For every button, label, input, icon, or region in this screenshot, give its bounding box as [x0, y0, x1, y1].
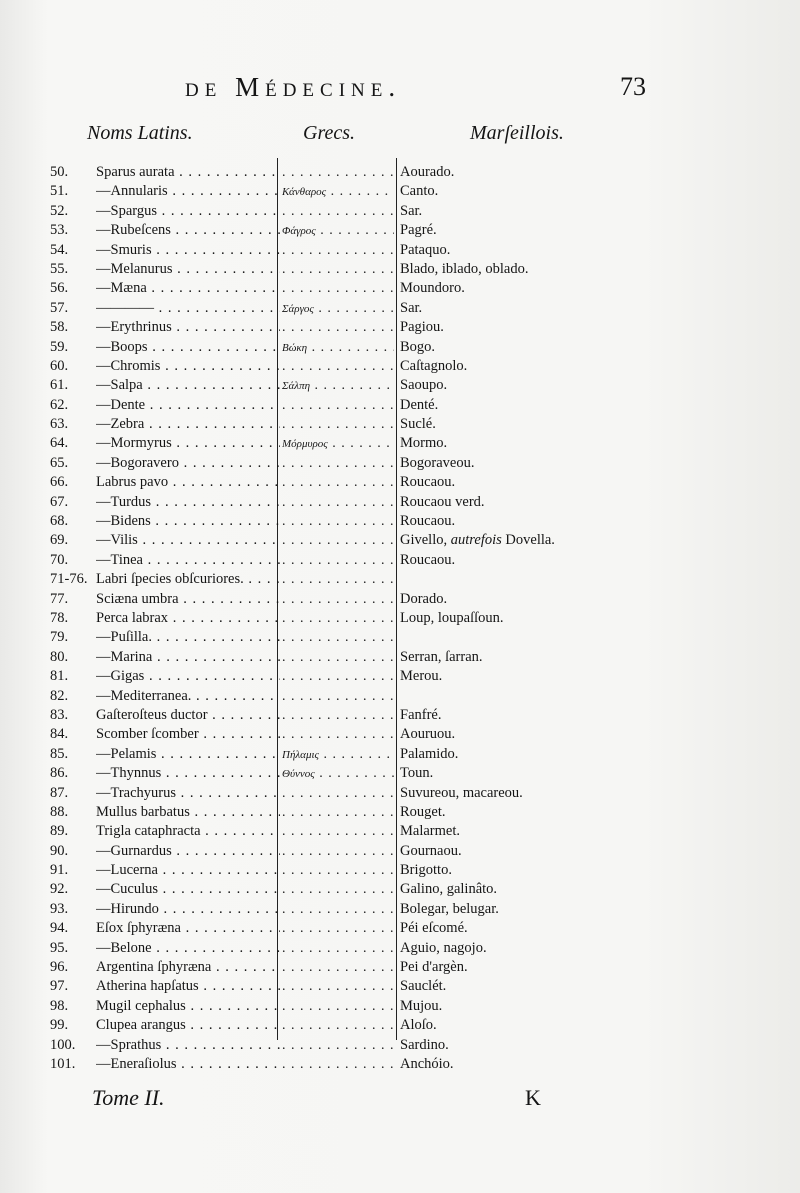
table-row	[50, 842, 610, 861]
latin-name: Argentina ſphyræna . . .	[96, 958, 280, 977]
greek-name	[282, 279, 394, 299]
latin-name: Labrus pavo . . .	[96, 473, 280, 492]
latin-name: Atherina hapſatus . . .	[96, 977, 280, 996]
marseille-name: Bolegar, belugar.	[400, 900, 499, 917]
row-number: 62.	[50, 396, 69, 413]
latin-name: —Pelamis . . .	[96, 745, 280, 764]
greek-name	[282, 570, 394, 590]
volume-label: Tome II.	[92, 1085, 165, 1110]
latin-name: —Bidens . . .	[96, 512, 280, 531]
latin-name: —Smuris . . .	[96, 241, 280, 260]
greek-name	[282, 260, 394, 280]
table-row	[50, 512, 610, 531]
row-number: 84.	[50, 726, 69, 743]
table-row	[50, 531, 610, 550]
row-number: 83.	[50, 706, 69, 723]
row-number: 58.	[50, 319, 69, 336]
greek-name: Σάλπη . . .	[282, 376, 394, 396]
latin-name: Perca labrax . . .	[96, 609, 280, 628]
row-number: 64.	[50, 435, 69, 452]
row-number: 89.	[50, 823, 69, 840]
row-number: 94.	[50, 920, 69, 937]
latin-name: —Trachyurus . . .	[96, 784, 280, 803]
row-number: 91.	[50, 862, 69, 879]
row-number: 50.	[50, 164, 69, 180]
greek-name	[282, 842, 394, 862]
marseille-name: Aourado.	[400, 164, 455, 180]
latin-name: —Tinea . . .	[96, 551, 280, 570]
table-row	[50, 745, 610, 764]
table-row	[50, 202, 610, 221]
marseille-name: Aloſo.	[400, 1017, 437, 1034]
marseille-name: Denté.	[400, 396, 439, 413]
marseille-name: Fanfré.	[400, 706, 442, 723]
table-row	[50, 260, 610, 279]
latin-name: —Sprathus . . .	[96, 1036, 280, 1055]
latin-name: —Melanurus . . .	[96, 260, 280, 279]
row-number: 68.	[50, 513, 69, 530]
greek-name: Πήλαμις . . .	[282, 745, 394, 765]
column-header-greek: Grecs.	[303, 122, 356, 144]
marseille-name: Suclé.	[400, 416, 436, 433]
row-number: 79.	[50, 629, 69, 646]
marseille-name: Galino, galinâto.	[400, 881, 498, 898]
table-row	[50, 803, 610, 822]
marseille-name: Malarmet.	[400, 823, 460, 840]
table-row	[50, 396, 610, 415]
latin-name: ———— . . .	[96, 299, 280, 318]
marseille-name: Bogoraveou.	[400, 454, 475, 471]
marseille-name: Canto.	[400, 183, 439, 200]
latin-name: —Gurnardus . . .	[96, 842, 280, 861]
greek-name	[282, 415, 394, 435]
marseille-name: Merou.	[400, 668, 443, 685]
latin-name: Gaſteroſteus ductor . . .	[96, 706, 280, 725]
marseille-name: Sar.	[400, 299, 423, 316]
latin-name: —Belone . . .	[96, 939, 280, 958]
table-row	[50, 454, 610, 473]
greek-name	[282, 202, 394, 222]
marseille-name: Saoupo.	[400, 377, 448, 394]
table-row	[50, 784, 610, 803]
greek-name	[282, 493, 394, 513]
greek-name	[282, 396, 394, 416]
marseille-name: Blado, iblado, oblado.	[400, 260, 529, 277]
latin-name: Trigla cataphracta . . .	[96, 822, 280, 841]
row-number: 77.	[50, 590, 69, 607]
column-header-latin: Noms Latins.	[87, 122, 193, 144]
greek-name	[282, 900, 394, 920]
row-number: 63.	[50, 416, 69, 433]
greek-name	[282, 822, 394, 842]
table-row	[50, 570, 610, 589]
signature-mark: K	[525, 1085, 541, 1110]
marseille-name: Aguio, nagojo.	[400, 939, 487, 956]
marseille-name: Serran, ſarran.	[400, 648, 483, 665]
greek-name	[282, 648, 394, 668]
row-number: 88.	[50, 803, 69, 820]
row-number: 60.	[50, 357, 69, 374]
marseille-name: Loup, loupaſſoun.	[400, 609, 504, 626]
marseille-name: Givello, autrefois Dovella.	[400, 532, 555, 549]
latin-name: —Marina . . .	[96, 648, 280, 667]
row-number: 98.	[50, 997, 69, 1014]
row-number: 67.	[50, 493, 69, 510]
marseille-name: Roucaou.	[400, 474, 456, 491]
row-number: 66.	[50, 474, 69, 491]
marseille-name: Suvureou, macareou.	[400, 784, 523, 801]
greek-name: Μόρμυρος . . .	[282, 434, 394, 454]
latin-name: Labri ſpecies obſcuriores. . . .	[96, 570, 280, 589]
marseille-name: Gournaou.	[400, 842, 462, 859]
greek-name	[282, 628, 394, 648]
greek-name: Φάγρος . . .	[282, 221, 394, 241]
table-row	[50, 182, 610, 201]
row-number: 56.	[50, 280, 69, 297]
greek-name	[282, 803, 394, 823]
row-number: 92.	[50, 881, 69, 898]
table-row	[50, 1016, 610, 1035]
greek-name	[282, 939, 394, 959]
latin-name: —Cuculus . . .	[96, 880, 280, 899]
table-row	[50, 880, 610, 899]
latin-name: —Eneraſiolus . . .	[96, 1055, 280, 1074]
marseille-name: Brigotto.	[400, 862, 452, 879]
greek-name	[282, 919, 394, 939]
page-footer	[0, 1085, 800, 1125]
greek-name: Σάργος . . .	[282, 299, 394, 319]
latin-name: —Spargus . . .	[96, 202, 280, 221]
row-number: 70.	[50, 551, 69, 568]
latin-name: —Thynnus . . .	[96, 764, 280, 783]
table-row	[50, 609, 610, 628]
row-number: 100.	[50, 1036, 76, 1053]
table-row	[50, 241, 610, 260]
latin-name: —Rubeſcens . . .	[96, 221, 280, 240]
latin-name: —Mormyrus . . .	[96, 434, 280, 453]
row-number: 90.	[50, 842, 69, 859]
table-row	[50, 822, 610, 841]
table-row	[50, 473, 610, 492]
table-row	[50, 861, 610, 880]
table-row	[50, 299, 610, 318]
marseille-name: Rouget.	[400, 803, 446, 820]
table-row	[50, 493, 610, 512]
greek-name	[282, 531, 394, 551]
row-number: 80.	[50, 648, 69, 665]
row-number: 93.	[50, 900, 69, 917]
table-row	[50, 706, 610, 725]
latin-name: —Puſilla. . . .	[96, 628, 280, 647]
latin-name: Mullus barbatus . . .	[96, 803, 280, 822]
marseille-name: Pagré.	[400, 222, 437, 239]
table-row	[50, 590, 610, 609]
latin-name: Sciæna umbra . . .	[96, 590, 280, 609]
marseille-name: Pagiou.	[400, 319, 444, 336]
marseille-name: Mormo.	[400, 435, 448, 452]
table-row	[50, 900, 610, 919]
latin-name: —Salpa . . .	[96, 376, 280, 395]
table-row	[50, 958, 610, 977]
greek-name	[282, 1055, 394, 1075]
marseille-name: Mujou.	[400, 997, 443, 1014]
marseille-name: Caſtagnolo.	[400, 357, 468, 374]
table-row	[50, 434, 610, 453]
table-row	[50, 977, 610, 996]
greek-name	[282, 318, 394, 338]
row-number: 61.	[50, 377, 69, 394]
row-number: 97.	[50, 978, 69, 995]
table-row	[50, 919, 610, 938]
table-row	[50, 764, 610, 783]
row-number: 95.	[50, 939, 69, 956]
latin-name: Sparus aurata . . .	[96, 163, 280, 182]
marseille-name: Sardino.	[400, 1036, 449, 1053]
greek-name	[282, 784, 394, 804]
latin-name: —Lucerna . . .	[96, 861, 280, 880]
row-number: 82.	[50, 687, 69, 704]
greek-name	[282, 706, 394, 726]
greek-name	[282, 551, 394, 571]
greek-name	[282, 473, 394, 493]
marseille-name: Roucaou verd.	[400, 493, 485, 510]
table-row	[50, 357, 610, 376]
greek-name: Θύννος . . .	[282, 764, 394, 784]
latin-name: —Boops . . .	[96, 338, 280, 357]
page-header	[0, 68, 800, 108]
row-number: 85.	[50, 745, 69, 762]
greek-name	[282, 590, 394, 610]
running-title: de Médecine.	[185, 72, 402, 102]
greek-name	[282, 977, 394, 997]
table-row	[50, 221, 610, 240]
marseille-name: Toun.	[400, 765, 434, 782]
row-number: 55.	[50, 260, 69, 277]
table-row	[50, 1036, 610, 1055]
table-row	[50, 687, 610, 706]
table-row	[50, 628, 610, 647]
greek-name	[282, 512, 394, 532]
column-header-marseille: Marſeillois.	[470, 122, 564, 144]
greek-name	[282, 958, 394, 978]
latin-name: —Hirundo . . .	[96, 900, 280, 919]
latin-name: —Mæna . . .	[96, 279, 280, 298]
table-row	[50, 415, 610, 434]
marseille-name: Aouruou.	[400, 726, 456, 743]
latin-name: —Vilis . . .	[96, 531, 280, 550]
table-row	[50, 648, 610, 667]
marseille-name: Roucaou.	[400, 513, 456, 530]
row-number: 86.	[50, 765, 69, 782]
table-row	[50, 939, 610, 958]
latin-name: Clupea arangus . . .	[96, 1016, 280, 1035]
latin-name: Eſox ſphyræna . . .	[96, 919, 280, 938]
greek-name	[282, 1036, 394, 1056]
marseille-name: Sauclét.	[400, 978, 447, 995]
latin-name: —Mediterranea. . . .	[96, 687, 280, 706]
table-row	[50, 551, 610, 570]
table-row	[50, 338, 610, 357]
row-number: 99.	[50, 1017, 69, 1034]
greek-name	[282, 1016, 394, 1036]
greek-name	[282, 163, 394, 183]
greek-name: Βώκη . . .	[282, 338, 394, 358]
fish-names-table	[50, 163, 610, 1074]
latin-name: Mugil cephalus . . .	[96, 997, 280, 1016]
marseille-name: Pei d'argèn.	[400, 959, 468, 976]
latin-name: —Turdus . . .	[96, 493, 280, 512]
row-number: 65.	[50, 454, 69, 471]
table-row	[50, 667, 610, 686]
row-number: 54.	[50, 241, 69, 258]
marseille-name: Bogo.	[400, 338, 436, 355]
row-number: 81.	[50, 668, 69, 685]
table-row	[50, 163, 610, 182]
greek-name	[282, 667, 394, 687]
marseille-name: Péi eſcomé.	[400, 920, 468, 937]
greek-name	[282, 687, 394, 707]
marseille-name: Anchóio.	[400, 1055, 454, 1072]
marseille-name: Palamido.	[400, 745, 459, 762]
row-number: 53.	[50, 222, 69, 239]
row-number: 57.	[50, 299, 69, 316]
latin-name: —Erythrinus . . .	[96, 318, 280, 337]
row-number: 78.	[50, 609, 69, 626]
latin-name: —Dente . . .	[96, 396, 280, 415]
row-number: 51.	[50, 183, 69, 200]
latin-name: —Chromis . . .	[96, 357, 280, 376]
page-number: 73	[620, 72, 646, 101]
greek-name	[282, 454, 394, 474]
row-number: 59.	[50, 338, 69, 355]
latin-name: —Annularis . . .	[96, 182, 280, 201]
row-number: 69.	[50, 532, 69, 549]
row-number: 101.	[50, 1055, 76, 1072]
table-row	[50, 997, 610, 1016]
greek-name	[282, 609, 394, 629]
table-row	[50, 725, 610, 744]
greek-name	[282, 861, 394, 881]
latin-name: —Bogoravero . . .	[96, 454, 280, 473]
greek-name	[282, 725, 394, 745]
greek-name	[282, 880, 394, 900]
latin-name: Scomber ſcomber . . .	[96, 725, 280, 744]
marseille-name: Roucaou.	[400, 551, 456, 568]
row-number: 52.	[50, 202, 69, 219]
table-row	[50, 1055, 610, 1074]
row-number: 71-76.	[50, 571, 88, 588]
table-row	[50, 376, 610, 395]
row-number: 87.	[50, 784, 69, 801]
marseille-name: Dorado.	[400, 590, 448, 607]
greek-name	[282, 241, 394, 261]
table-row	[50, 279, 610, 298]
marseille-name: Pataquo.	[400, 241, 451, 258]
marseille-name: Sar.	[400, 202, 423, 219]
latin-name: —Zebra . . .	[96, 415, 280, 434]
greek-name	[282, 997, 394, 1017]
greek-name: Κάνθαρος . . .	[282, 182, 394, 202]
table-row	[50, 318, 610, 337]
row-number: 96.	[50, 959, 69, 976]
greek-name	[282, 357, 394, 377]
latin-name: —Gigas . . .	[96, 667, 280, 686]
marseille-name: Moundoro.	[400, 280, 465, 297]
